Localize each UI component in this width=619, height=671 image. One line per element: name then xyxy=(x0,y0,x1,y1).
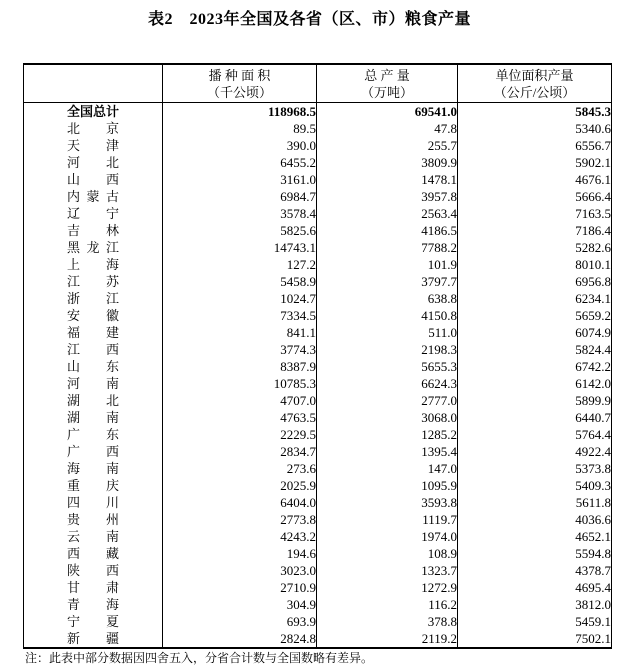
sown-area-cell: 2824.8 xyxy=(163,630,317,648)
sown-area-cell: 6455.2 xyxy=(163,154,317,171)
sown-area-cell: 1024.7 xyxy=(163,290,317,307)
yield-cell: 6742.2 xyxy=(458,358,612,375)
table-title: 表2 2023年全国及各省（区、市）粮食产量 xyxy=(147,11,471,28)
table-row xyxy=(24,375,612,392)
province-name: 天津 xyxy=(67,138,119,153)
table-row xyxy=(24,409,612,426)
yield-cell: 5845.3 xyxy=(458,103,612,121)
province-name-cell xyxy=(24,103,163,121)
yield-cell: 6074.9 xyxy=(458,324,612,341)
sown-area-cell: 4707.0 xyxy=(163,392,317,409)
table-row xyxy=(24,528,612,545)
table-row xyxy=(24,630,612,648)
total-output-cell: 5655.3 xyxy=(317,358,458,375)
sown-area-cell: 5825.6 xyxy=(163,222,317,239)
header-label-line1: 播 种 面 积 xyxy=(208,67,271,83)
province-name: 四川 xyxy=(67,495,119,510)
table-row xyxy=(24,222,612,239)
province-name: 北京 xyxy=(67,121,119,136)
province-name: 河南 xyxy=(67,376,119,391)
province-name: 辽宁 xyxy=(67,206,119,221)
table-row xyxy=(24,579,612,596)
sown-area-cell: 2834.7 xyxy=(163,443,317,460)
sown-area-cell: 194.6 xyxy=(163,545,317,562)
sown-area-cell: 2710.9 xyxy=(163,579,317,596)
yield-cell: 5282.6 xyxy=(458,239,612,256)
table-row xyxy=(24,188,612,205)
province-name: 重庆 xyxy=(67,478,119,493)
yield-cell: 4695.4 xyxy=(458,579,612,596)
sown-area-cell: 2229.5 xyxy=(163,426,317,443)
province-name-cell xyxy=(24,205,163,222)
sown-area-cell: 5458.9 xyxy=(163,273,317,290)
yield-cell: 4036.6 xyxy=(458,511,612,528)
province-name: 湖北 xyxy=(67,393,119,408)
total-output-cell: 3957.8 xyxy=(317,188,458,205)
yield-cell: 5764.4 xyxy=(458,426,612,443)
total-output-cell: 47.8 xyxy=(317,120,458,137)
total-output-cell: 1974.0 xyxy=(317,528,458,545)
yield-cell: 5902.1 xyxy=(458,154,612,171)
sown-area-cell: 6984.7 xyxy=(163,188,317,205)
table-row xyxy=(24,426,612,443)
yield-cell: 4922.4 xyxy=(458,443,612,460)
yield-cell: 6956.8 xyxy=(458,273,612,290)
yield-cell: 7502.1 xyxy=(458,630,612,648)
total-output-cell: 1395.4 xyxy=(317,443,458,460)
yield-cell: 5340.6 xyxy=(458,120,612,137)
yield-cell: 6440.7 xyxy=(458,409,612,426)
province-name: 黑龙江 xyxy=(67,240,119,255)
sown-area-cell: 390.0 xyxy=(163,137,317,154)
province-name-cell xyxy=(24,545,163,562)
province-name: 江西 xyxy=(67,342,119,357)
table-row xyxy=(24,137,612,154)
table-row xyxy=(24,460,612,477)
total-output-cell: 255.7 xyxy=(317,137,458,154)
province-name: 陕西 xyxy=(67,563,119,578)
yield-cell: 4676.1 xyxy=(458,171,612,188)
province-name-cell xyxy=(24,409,163,426)
table-row xyxy=(24,120,612,137)
province-name: 新疆 xyxy=(67,631,119,646)
province-name-cell xyxy=(24,494,163,511)
table-row xyxy=(24,103,612,121)
table-row xyxy=(24,324,612,341)
province-name-cell xyxy=(24,613,163,630)
province-name: 海南 xyxy=(67,461,119,476)
header-yield xyxy=(458,64,612,103)
total-output-cell: 3809.9 xyxy=(317,154,458,171)
total-output-cell: 2119.2 xyxy=(317,630,458,648)
yield-cell: 5611.8 xyxy=(458,494,612,511)
yield-cell: 4378.7 xyxy=(458,562,612,579)
header-label-line2: （万吨） xyxy=(360,84,413,100)
footnote: 注：此表中部分数据因四舍五入，分省合计数与全国数略有差异。 xyxy=(25,651,374,665)
sown-area-cell: 7334.5 xyxy=(163,307,317,324)
total-output-cell: 1272.9 xyxy=(317,579,458,596)
table-row xyxy=(24,596,612,613)
table-row xyxy=(24,477,612,494)
total-output-cell: 378.8 xyxy=(317,613,458,630)
sown-area-cell: 3023.0 xyxy=(163,562,317,579)
table-row xyxy=(24,341,612,358)
table-row xyxy=(24,443,612,460)
province-name: 上海 xyxy=(67,257,119,272)
yield-cell: 5594.8 xyxy=(458,545,612,562)
yield-cell: 5409.3 xyxy=(458,477,612,494)
province-name: 安徽 xyxy=(67,308,119,323)
province-name-cell xyxy=(24,239,163,256)
province-name: 宁夏 xyxy=(67,614,119,629)
table-row xyxy=(24,613,612,630)
province-name: 全国总计 xyxy=(67,104,120,119)
total-output-cell: 4186.5 xyxy=(317,222,458,239)
total-output-cell: 2198.3 xyxy=(317,341,458,358)
total-output-cell: 1323.7 xyxy=(317,562,458,579)
table-row xyxy=(24,273,612,290)
province-name: 甘肃 xyxy=(67,580,119,595)
province-name-cell xyxy=(24,375,163,392)
sown-area-cell: 8387.9 xyxy=(163,358,317,375)
yield-cell: 5459.1 xyxy=(458,613,612,630)
table-header-row xyxy=(24,64,612,103)
province-name: 广西 xyxy=(67,444,119,459)
total-output-cell: 69541.0 xyxy=(317,103,458,121)
yield-cell: 8010.1 xyxy=(458,256,612,273)
header-label-line1: 总 产 量 xyxy=(364,67,410,83)
header-label-line2: （千公顷） xyxy=(206,84,272,100)
table-row xyxy=(24,256,612,273)
table-row xyxy=(24,511,612,528)
province-name-cell xyxy=(24,392,163,409)
province-name-cell xyxy=(24,154,163,171)
header-region xyxy=(24,64,163,103)
total-output-cell: 2563.4 xyxy=(317,205,458,222)
province-name-cell xyxy=(24,120,163,137)
province-name-cell xyxy=(24,596,163,613)
sown-area-cell: 4763.5 xyxy=(163,409,317,426)
sown-area-cell: 2025.9 xyxy=(163,477,317,494)
yield-cell: 5659.2 xyxy=(458,307,612,324)
sown-area-cell: 273.6 xyxy=(163,460,317,477)
table-row xyxy=(24,358,612,375)
province-name: 内蒙古 xyxy=(67,189,119,204)
header-label-line2: （公斤/公顷） xyxy=(493,84,576,100)
province-name-cell xyxy=(24,528,163,545)
yield-cell: 5373.8 xyxy=(458,460,612,477)
total-output-cell: 1285.2 xyxy=(317,426,458,443)
table-row xyxy=(24,154,612,171)
table-row xyxy=(24,239,612,256)
province-name: 青海 xyxy=(67,597,119,612)
province-name-cell xyxy=(24,477,163,494)
province-name-cell xyxy=(24,426,163,443)
total-output-cell: 3068.0 xyxy=(317,409,458,426)
province-name: 西藏 xyxy=(67,546,119,561)
yield-cell: 4652.1 xyxy=(458,528,612,545)
sown-area-cell: 4243.2 xyxy=(163,528,317,545)
sown-area-cell: 304.9 xyxy=(163,596,317,613)
table-row xyxy=(24,545,612,562)
total-output-cell: 3593.8 xyxy=(317,494,458,511)
province-name-cell xyxy=(24,137,163,154)
province-name-cell xyxy=(24,307,163,324)
total-output-cell: 1119.7 xyxy=(317,511,458,528)
province-name: 浙江 xyxy=(67,291,119,306)
table-row xyxy=(24,494,612,511)
yield-cell: 3812.0 xyxy=(458,596,612,613)
province-name: 云南 xyxy=(67,529,119,544)
yield-cell: 5899.9 xyxy=(458,392,612,409)
yield-cell: 6234.1 xyxy=(458,290,612,307)
province-name: 广东 xyxy=(67,427,119,442)
province-name-cell xyxy=(24,460,163,477)
province-name: 山西 xyxy=(67,172,119,187)
total-output-cell: 1095.9 xyxy=(317,477,458,494)
table-row xyxy=(24,290,612,307)
total-output-cell: 4150.8 xyxy=(317,307,458,324)
province-name-cell xyxy=(24,273,163,290)
sown-area-cell: 3578.4 xyxy=(163,205,317,222)
province-name: 河北 xyxy=(67,155,119,170)
yield-cell: 6142.0 xyxy=(458,375,612,392)
table-row xyxy=(24,307,612,324)
province-name-cell xyxy=(24,511,163,528)
sown-area-cell: 14743.1 xyxy=(163,239,317,256)
sown-area-cell: 6404.0 xyxy=(163,494,317,511)
header-label-line1: 单位面积产量 xyxy=(495,67,574,83)
province-name: 吉林 xyxy=(67,223,119,238)
sown-area-cell: 3161.0 xyxy=(163,171,317,188)
province-name-cell xyxy=(24,443,163,460)
table-row xyxy=(24,171,612,188)
province-name-cell xyxy=(24,630,163,648)
total-output-cell: 511.0 xyxy=(317,324,458,341)
province-name-cell xyxy=(24,290,163,307)
province-name-cell xyxy=(24,579,163,596)
grain-production-table xyxy=(23,63,612,649)
province-name: 福建 xyxy=(67,325,119,340)
total-output-cell: 147.0 xyxy=(317,460,458,477)
total-output-cell: 7788.2 xyxy=(317,239,458,256)
total-output-cell: 638.8 xyxy=(317,290,458,307)
total-output-cell: 1478.1 xyxy=(317,171,458,188)
total-output-cell: 3797.7 xyxy=(317,273,458,290)
province-name-cell xyxy=(24,171,163,188)
total-output-cell: 116.2 xyxy=(317,596,458,613)
sown-area-cell: 118968.5 xyxy=(163,103,317,121)
province-name: 山东 xyxy=(67,359,119,374)
province-name: 贵州 xyxy=(67,512,119,527)
sown-area-cell: 3774.3 xyxy=(163,341,317,358)
table-row xyxy=(24,205,612,222)
yield-cell: 5824.4 xyxy=(458,341,612,358)
province-name-cell xyxy=(24,324,163,341)
total-output-cell: 108.9 xyxy=(317,545,458,562)
province-name-cell xyxy=(24,358,163,375)
province-name-cell xyxy=(24,188,163,205)
table-row xyxy=(24,392,612,409)
total-output-cell: 2777.0 xyxy=(317,392,458,409)
yield-cell: 7163.5 xyxy=(458,205,612,222)
province-name-cell xyxy=(24,256,163,273)
table-row xyxy=(24,562,612,579)
province-name-cell xyxy=(24,562,163,579)
header-sown-area xyxy=(163,64,317,103)
header-total-output xyxy=(317,64,458,103)
total-output-cell: 6624.3 xyxy=(317,375,458,392)
province-name: 江苏 xyxy=(67,274,119,289)
sown-area-cell: 693.9 xyxy=(163,613,317,630)
sown-area-cell: 89.5 xyxy=(163,120,317,137)
sown-area-cell: 2773.8 xyxy=(163,511,317,528)
yield-cell: 5666.4 xyxy=(458,188,612,205)
sown-area-cell: 10785.3 xyxy=(163,375,317,392)
sown-area-cell: 841.1 xyxy=(163,324,317,341)
total-output-cell: 101.9 xyxy=(317,256,458,273)
yield-cell: 6556.7 xyxy=(458,137,612,154)
province-name-cell xyxy=(24,341,163,358)
province-name-cell xyxy=(24,222,163,239)
yield-cell: 7186.4 xyxy=(458,222,612,239)
sown-area-cell: 127.2 xyxy=(163,256,317,273)
province-name: 湖南 xyxy=(67,410,119,425)
